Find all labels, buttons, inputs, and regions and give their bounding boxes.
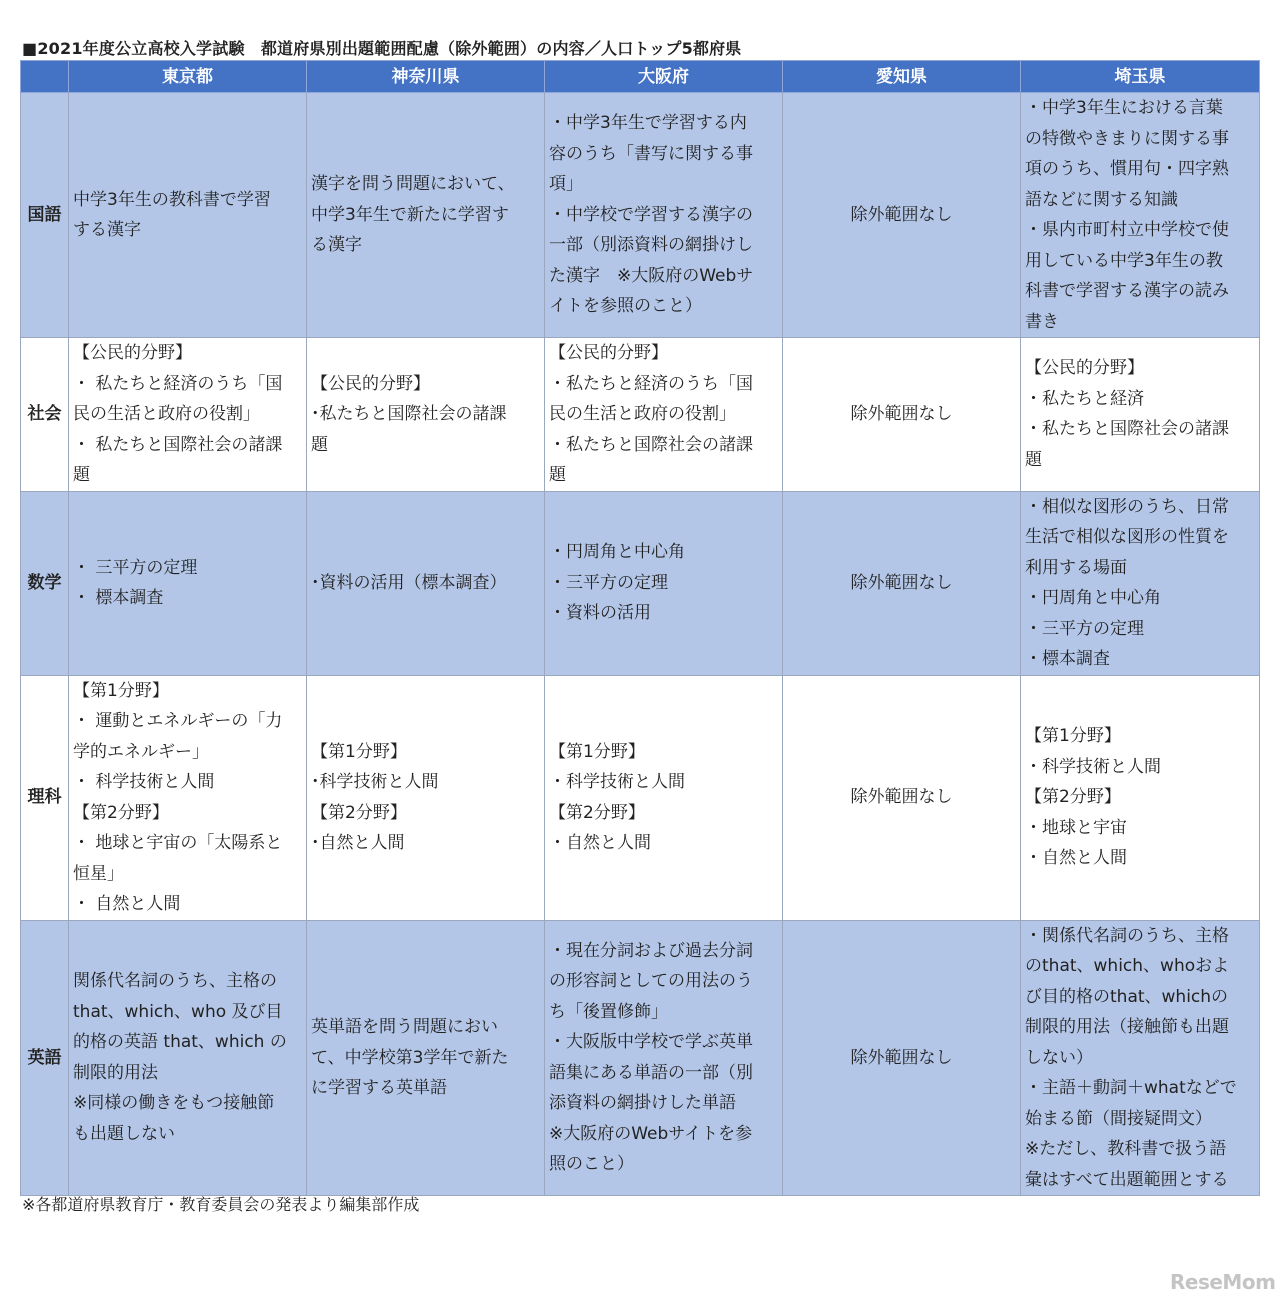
table-cell: ･資料の活用（標本調査） — [307, 491, 545, 675]
table-cell: 漢字を問う問題において、 中学3年生で新たに学習す る漢字 — [307, 93, 545, 338]
table-cell: 【第1分野】 ・ 運動とエネルギーの「力 学的エネルギー」 ・ 科学技術と人間 【第2分野】 ・ 地球と宇宙の「太陽系と 恒星」 ・ 自然と人間 — [69, 675, 307, 920]
header-saitama: 埼玉県 — [1021, 61, 1260, 93]
table-cell: 除外範囲なし — [783, 338, 1021, 492]
table-cell: 英単語を問う問題におい て、中学校第3学年で新た に学習する英単語 — [307, 920, 545, 1196]
table-cell: 除外範囲なし — [783, 93, 1021, 338]
document-title: ■2021年度公立高校入学試験 都道府県別出題範囲配慮（除外範囲）の内容／人口トップ5都府県 — [22, 39, 742, 58]
table-cell: 中学3年生の教科書で学習 する漢字 — [69, 93, 307, 338]
subject-label: 英語 — [21, 920, 69, 1196]
table-row-kokugo — [21, 93, 1260, 338]
table-cell: ・現在分詞および過去分詞 の形容詞としての用法のう ち「後置修飾」 ・大阪版中学校で学ぶ英単 語集にある単語の一部（別 添資料の網掛けした単語 ※大阪府のWebサイトを参 照のこと） — [545, 920, 783, 1196]
table-row-shakai — [21, 338, 1260, 492]
table-cell: 除外範囲なし — [783, 491, 1021, 675]
table-cell: 【第1分野】 ･科学技術と人間 【第2分野】 ･自然と人間 — [307, 675, 545, 920]
header-kanagawa: 神奈川県 — [307, 61, 545, 93]
table-cell: 【公民的分野】 ・私たちと経済 ・私たちと国際社会の諸課 題 — [1021, 338, 1260, 492]
subject-label: 理科 — [21, 675, 69, 920]
table-cell: 除外範囲なし — [783, 675, 1021, 920]
subject-label: 数学 — [21, 491, 69, 675]
table-cell: 関係代名詞のうち、主格の that、which、who 及び目 的格の英語 that、which の 制限的用法 ※同様の働きをもつ接触節 も出題しない — [69, 920, 307, 1196]
table-cell: ・相似な図形のうち、日常 生活で相似な図形の性質を 利用する場面 ・円周角と中心角 ・三平方の定理 ・標本調査 — [1021, 491, 1260, 675]
table-cell: ・中学3年生における言葉 の特徴やきまりに関する事 項のうち、慣用句・四字熟 語などに関する知識 ・県内市町村立中学校で使 用している中学3年生の教 科書で学習する漢字の読み 書き — [1021, 93, 1260, 338]
table-cell: ・中学3年生で学習する内 容のうち「書写に関する事 項」 ・中学校で学習する漢字の 一部（別添資料の網掛けし た漢字 ※大阪府のWebサ イトを参照のこと） — [545, 93, 783, 338]
table-row-rika — [21, 675, 1260, 920]
table-cell: 【第1分野】 ・科学技術と人間 【第2分野】 ・地球と宇宙 ・自然と人間 — [1021, 675, 1260, 920]
subject-label: 国語 — [21, 93, 69, 338]
table-row-sugaku — [21, 491, 1260, 675]
table-cell: 【第1分野】 ・科学技術と人間 【第2分野】 ・自然と人間 — [545, 675, 783, 920]
table-cell: ・ 三平方の定理 ・ 標本調査 — [69, 491, 307, 675]
table-cell: 【公民的分野】 ・私たちと経済のうち「国 民の生活と政府の役割」 ・私たちと国際社会の諸課 題 — [545, 338, 783, 492]
table-cell: ・円周角と中心角 ・三平方の定理 ・資料の活用 — [545, 491, 783, 675]
table-header-row — [21, 61, 1260, 93]
header-tokyo: 東京都 — [69, 61, 307, 93]
header-osaka: 大阪府 — [545, 61, 783, 93]
header-aichi: 愛知県 — [783, 61, 1021, 93]
footnote: ※各都道府県教育庁・教育委員会の発表より編集部作成 — [22, 1195, 420, 1214]
table-cell: 除外範囲なし — [783, 920, 1021, 1196]
exam-scope-table — [20, 60, 1260, 1196]
subject-label: 社会 — [21, 338, 69, 492]
resemom-logo: ReseMom — [1170, 1270, 1276, 1294]
table-row-eigo — [21, 920, 1260, 1196]
table-cell: ・関係代名詞のうち、主格 のthat、which、whoおよ び目的格のthat、whichの 制限的用法（接触節も出題 しない） ・主語＋動詞＋whatなどで 始まる節（間接疑問文） ※ただし、教科書で扱う語 彙はすべて出題範囲とする — [1021, 920, 1260, 1196]
table-cell: 【公民的分野】 ・ 私たちと経済のうち「国 民の生活と政府の役割」 ・ 私たちと国際社会の諸課 題 — [69, 338, 307, 492]
table-cell: 【公民的分野】 ･私たちと国際社会の諸課 題 — [307, 338, 545, 492]
header-corner — [21, 61, 69, 93]
